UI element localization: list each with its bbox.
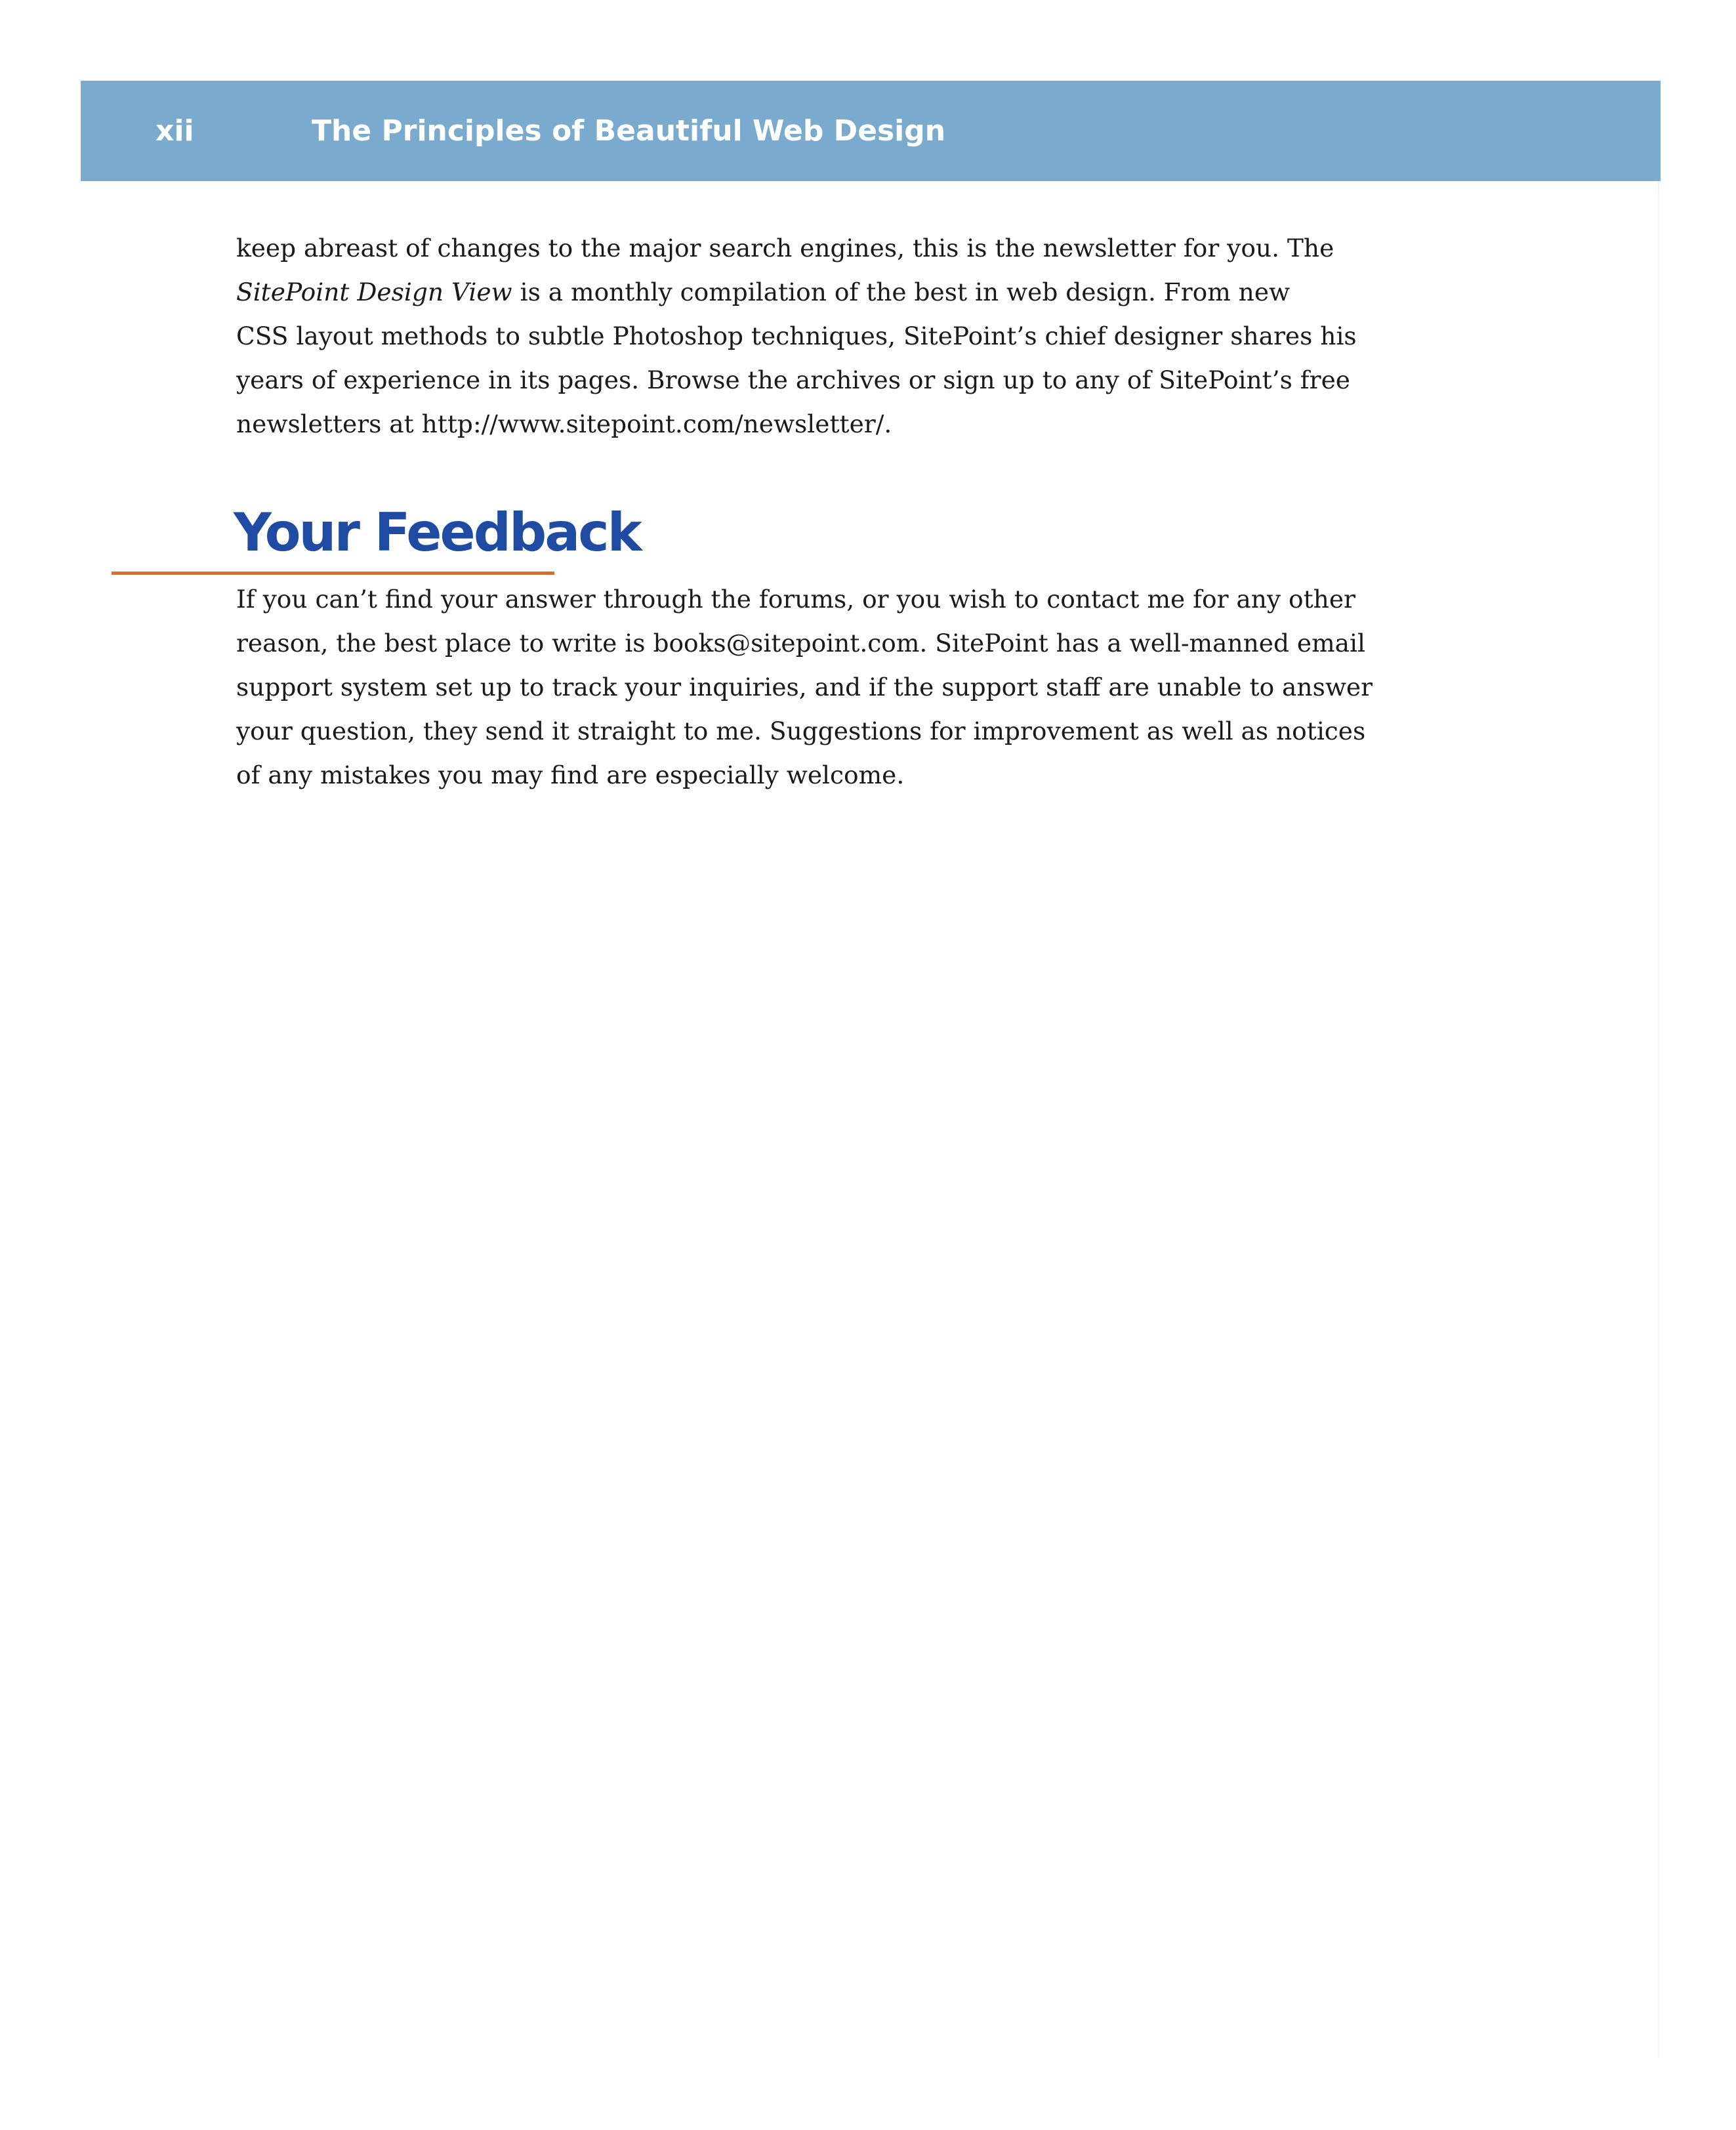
- paragraph-line: keep abreast of changes to the major search engines, this is the newsletter for you. The: [236, 234, 1334, 262]
- paragraph-line: your question, they send it straight to me. Suggestions for improvement as well as notices: [236, 717, 1366, 745]
- heading-underline-rule: [112, 572, 554, 575]
- paragraph-line: years of experience in its pages. Browse the archives or sign up to any of SitePoint’s free: [236, 365, 1350, 394]
- paragraph-line: CSS layout methods to subtle Photoshop techniques, SitePoint’s chief designer shares his: [236, 322, 1357, 350]
- paragraph-line: reason, the best place to write is books@sitepoint.com. SitePoint has a well-manned email: [236, 629, 1365, 658]
- page-number: xii: [155, 114, 194, 148]
- paragraph-line: of any mistakes you may find are especially welcome.: [236, 761, 905, 789]
- section-heading-your-feedback: Your Feedback: [234, 502, 640, 563]
- paragraph-line: If you can’t find your answer through the forums, or you wish to contact me for any other: [236, 585, 1355, 614]
- page-edge-divider: [1658, 181, 1659, 2058]
- paragraph-line-text: is a monthly compilation of the best in web design. From new: [512, 278, 1291, 306]
- newsletter-name: SitePoint Design View: [236, 278, 512, 306]
- feedback-paragraph: [236, 577, 1417, 797]
- paragraph-line: newsletters at http://www.sitepoint.com/newsletter/.: [236, 409, 892, 438]
- paragraph-line: [236, 270, 1417, 314]
- paragraph-line: support system set up to track your inquiries, and if the support staff are unable to answer: [236, 673, 1373, 701]
- newsletter-paragraph: [236, 226, 1417, 446]
- running-header-title: The Principles of Beautiful Web Design: [312, 114, 946, 148]
